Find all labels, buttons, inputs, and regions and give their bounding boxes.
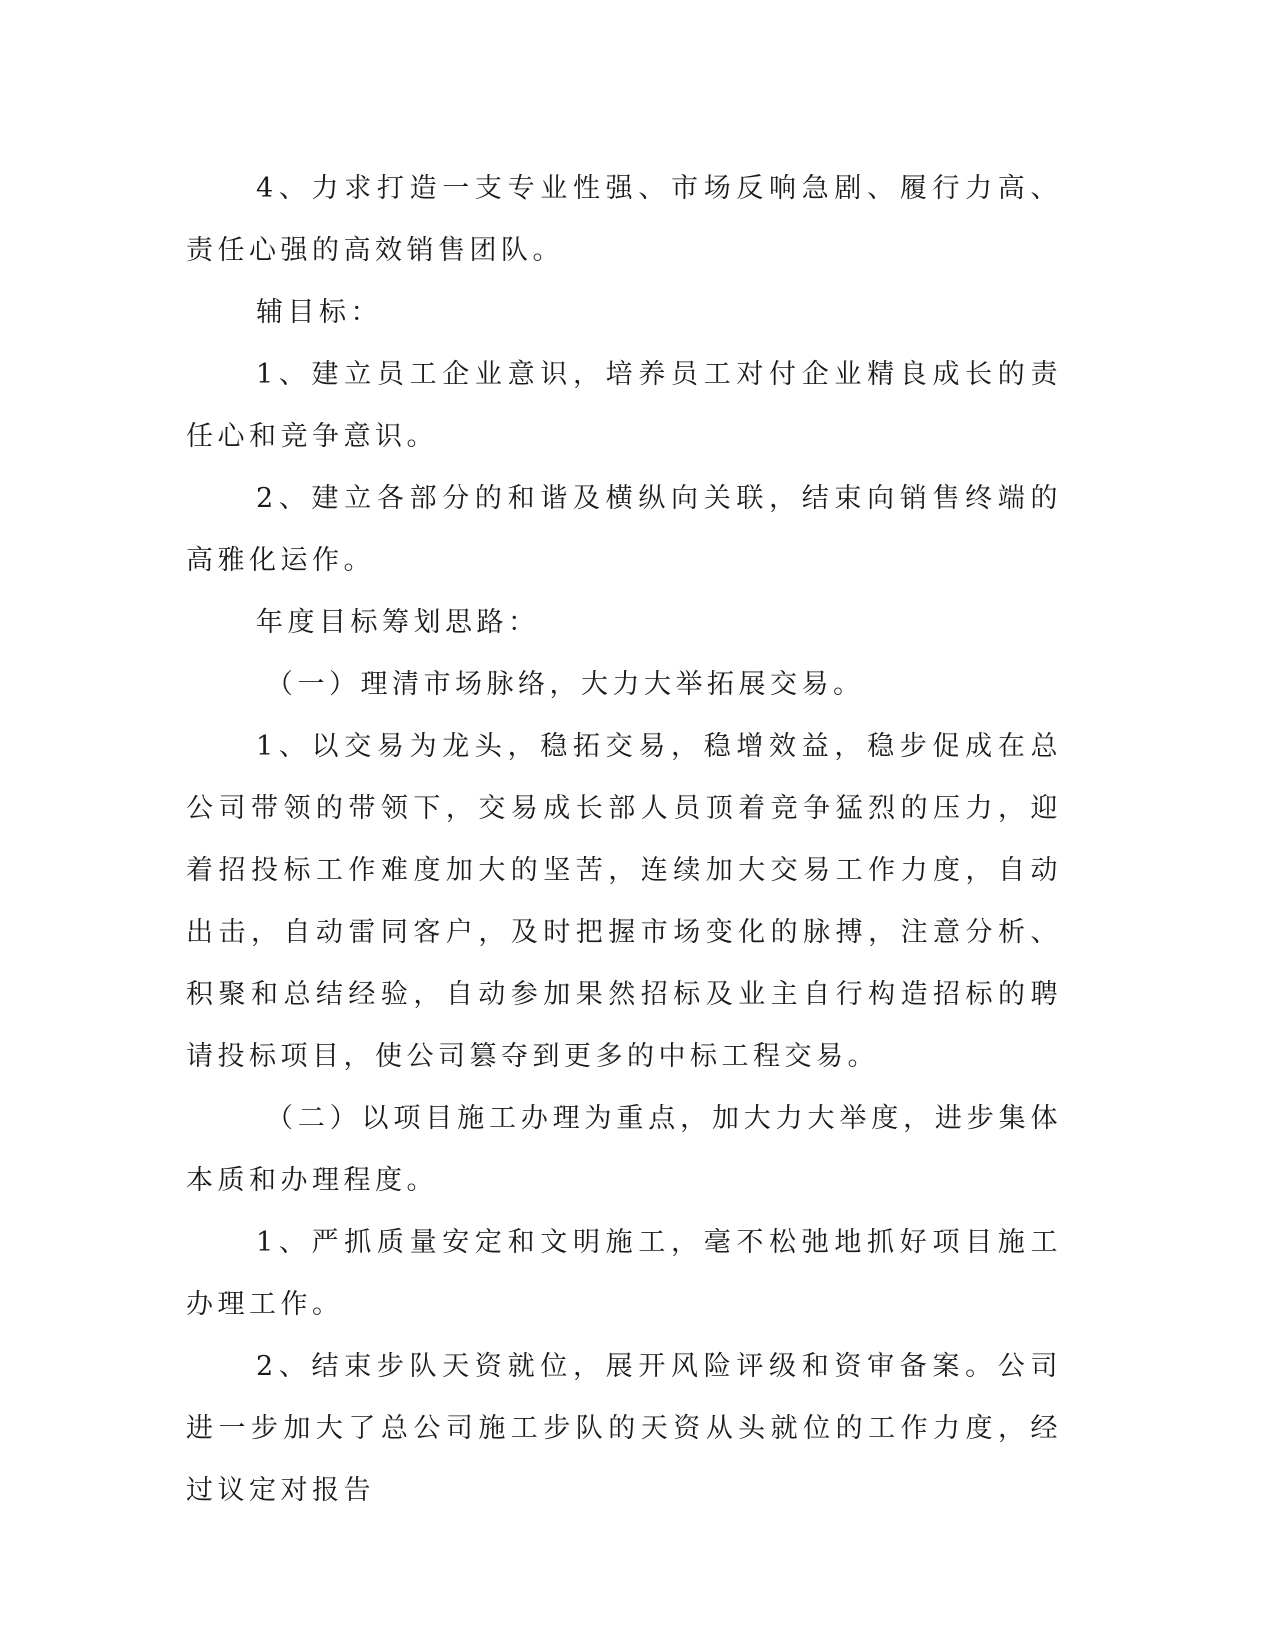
paragraph-section-1-heading: （一）理清市场脉络，大力大举拓展交易。 — [266, 669, 865, 700]
paragraph-annual-plan-heading: 年度目标筹划思路： — [256, 607, 540, 638]
paragraph-section-2-heading: （二）以项目施工办理为重点，加大力大举度，进步集体本质和办理程度。 — [186, 1103, 1062, 1196]
paragraph-secondary-goal-1: 1、建立员工企业意识，培养员工对付企业精良成长的责任心和竞争意识。 — [186, 359, 1062, 452]
paragraph-section-1-item-1: 1、以交易为龙头，稳拓交易，稳增效益，稳步促成在总公司带领的带领下，交易成长部人员顶着竞争猛烈的压力，迎着招投标工作难度加大的坚苦，连续加大交易工作力度，自动出击，自动雷同客户，及时把握市场变化的脉搏，注意分析、积聚和总结经验，自动参加果然招标及业主自行构造招标的聘请投标项目，使公司篡夺到更多的中标工程交易。 — [186, 731, 1062, 1072]
paragraph-section-2-item-2: 2、结束步队天资就位，展开风险评级和资审备案。公司进一步加大了总公司施工步队的天资从头就位的工作力度，经过议定对报告 — [186, 1351, 1062, 1506]
paragraph-secondary-goal-2: 2、建立各部分的和谐及横纵向关联，结束向销售终端的高雅化运作。 — [186, 483, 1062, 576]
paragraph-secondary-goals-heading: 辅目标： — [256, 297, 382, 328]
paragraph-section-2-item-1: 1、严抓质量安定和文明施工，毫不松弛地抓好项目施工办理工作。 — [186, 1227, 1062, 1320]
paragraph-goal-4: 4、力求打造一支专业性强、市场反响急剧、履行力高、责任心强的高效销售团队。 — [186, 173, 1062, 266]
document-body — [186, 158, 1062, 1522]
